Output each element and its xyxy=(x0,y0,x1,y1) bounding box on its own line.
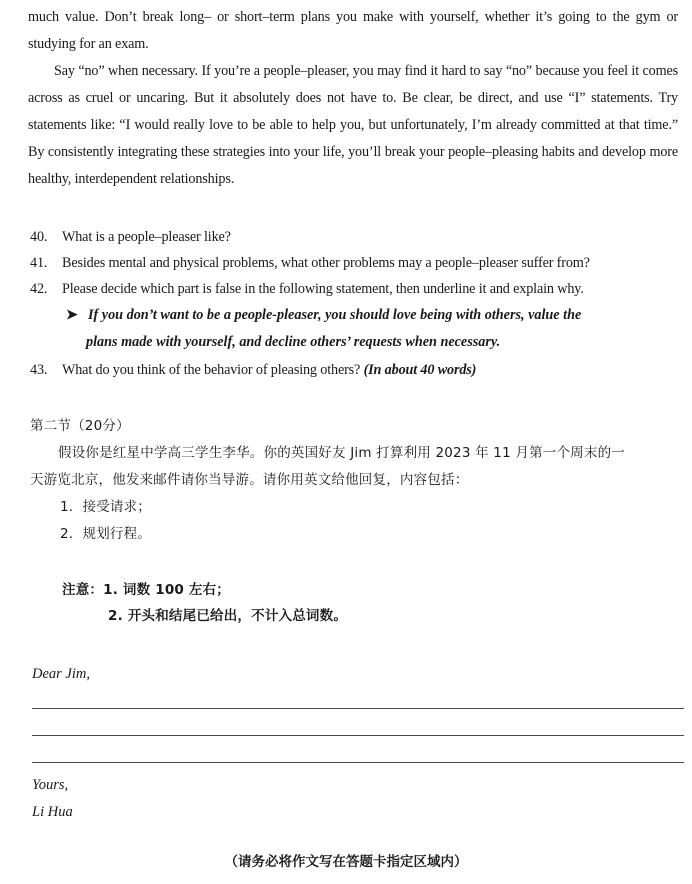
footer-instruction: （请务必将作文写在答题卡指定区域内） xyxy=(224,854,468,870)
arrow-bullet-icon: ➤ xyxy=(66,308,78,323)
false-statement xyxy=(66,302,666,356)
question-number: 42. xyxy=(30,281,48,297)
task-item-2: 2．规划行程。 xyxy=(60,526,151,542)
passage-paragraph-2-text: Say “no” when necessary. If you’re a people–pleaser, you may find it hard to say “no” because you feel it comes across as cruel or uncaring. But it absolutely does not have to. Be clear, be direct, and use “I” statements. Try statements like: “I would really love to be able to help you, but unfortunately, I’m already committed at that time.” By consistently integrating these strategies into your life, you’ll break your people–pleasing habits and develop more healthy, interdependent relationships. xyxy=(28,63,678,187)
answer-line-3[interactable] xyxy=(32,762,684,763)
question-40 xyxy=(30,227,680,247)
question-43 xyxy=(30,360,680,380)
passage-paragraph-1: much value. Don’t break long– or short–term plans you make with yourself, whether it’s going to the gym or studying for an exam. xyxy=(28,9,678,52)
passage-paragraph-2 xyxy=(28,58,678,193)
statement-line-1: If you don’t want to be a people-pleaser, you should love being with others, value the xyxy=(88,307,582,323)
letter-closing: Yours, xyxy=(32,777,69,793)
question-text: Please decide which part is false in the following statement, then underline it and explain why. xyxy=(62,281,584,297)
task-item-1: 1．接受请求； xyxy=(60,499,151,515)
question-42 xyxy=(30,279,680,299)
note-2: 2. 开头和结尾已给出，不计入总词数。 xyxy=(108,608,348,624)
question-41 xyxy=(30,253,680,273)
word-limit-note: (In about 40 words) xyxy=(363,362,477,378)
answer-line-2[interactable] xyxy=(32,735,684,736)
question-text: What do you think of the behavior of pleasing others? xyxy=(62,362,361,378)
notes-label: 注意： xyxy=(62,582,104,598)
notes-block xyxy=(62,580,230,600)
question-number: 40. xyxy=(30,229,48,245)
letter-signature: Li Hua xyxy=(32,804,73,820)
letter-greeting: Dear Jim, xyxy=(32,666,90,682)
prompt-line-2: 天游览北京，他发来邮件请你当导游。请你用英文给他回复，内容包括： xyxy=(30,472,469,488)
note-1: 1. 词数 100 左右； xyxy=(103,582,231,598)
answer-line-1[interactable] xyxy=(32,708,684,709)
prompt-line-1: 假设你是红星中学高三学生李华。你的英国好友 Jim 打算利用 2023 年 11 月第一个周末的一 xyxy=(58,445,625,461)
question-number: 43. xyxy=(30,362,48,378)
statement-line-2: plans made with yourself, and decline others’ requests when necessary. xyxy=(86,334,501,350)
question-text: Besides mental and physical problems, what other problems may a people–pleaser suffer from? xyxy=(62,255,590,271)
question-text: What is a people–pleaser like? xyxy=(62,229,231,245)
question-number: 41. xyxy=(30,255,48,271)
section-heading: 第二节（20分） xyxy=(30,418,130,434)
